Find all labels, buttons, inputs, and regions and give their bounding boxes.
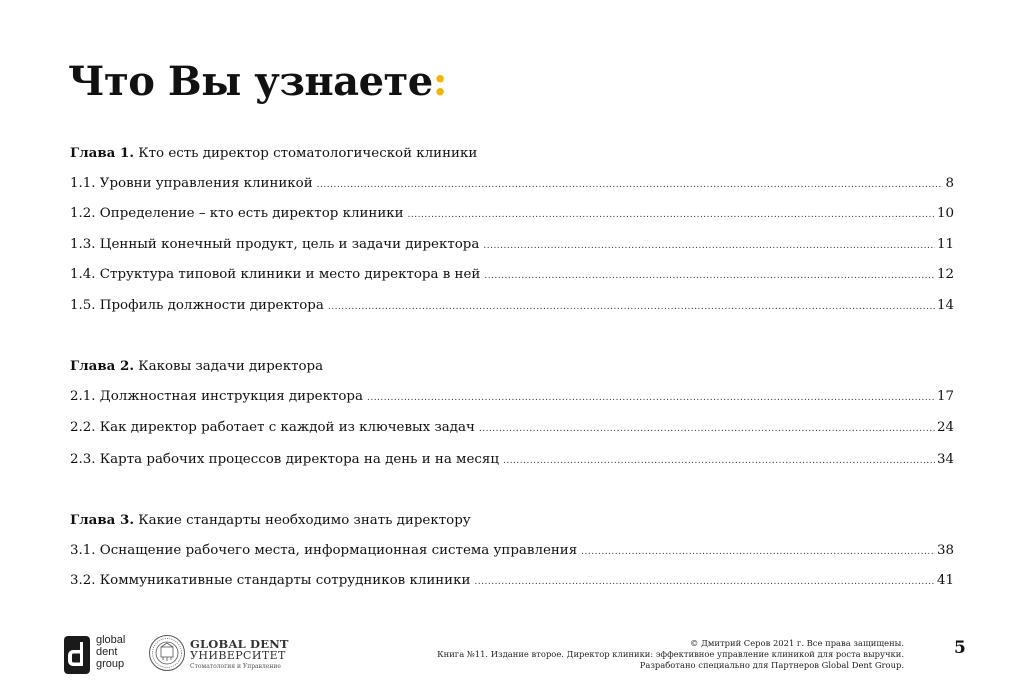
letter-d-logo-icon [64, 636, 90, 674]
university-seal-icon [148, 634, 186, 672]
dot-leader [484, 266, 935, 285]
copyright-notice [424, 638, 904, 671]
chapter-heading-2 [70, 357, 954, 376]
toc-entry-page: 17 [936, 389, 954, 404]
copyright-line: Разработано специально для Партнеров Global Dent Group. [639, 660, 904, 670]
toc-entry-2-2[interactable] [70, 419, 954, 437]
toc-entry-page: 11 [936, 237, 954, 252]
dot-leader [503, 451, 935, 470]
toc-entry-1-1[interactable] [70, 175, 954, 193]
dot-leader [479, 419, 935, 438]
toc-entry-label: 3.1. Оснащение рабочего места, информационная система управления [70, 543, 578, 558]
title-accent-colon: : [432, 58, 448, 105]
toc-entry-label: 3.2. Коммуникативные стандарты сотрудников клиники [70, 573, 471, 588]
toc-entry-page: 10 [936, 206, 954, 221]
dot-leader [328, 297, 935, 316]
toc-entry-label: 1.5. Профиль должности директора [70, 298, 324, 313]
toc-entry-label: 2.3. Карта рабочих процессов директора на день и на месяц [70, 452, 499, 467]
toc-entry-page: 38 [936, 543, 954, 558]
toc-entry-2-1[interactable] [70, 388, 954, 406]
chapter-name: Кто есть директор стоматологической клиники [138, 146, 478, 161]
university-logo-text [190, 638, 300, 671]
toc-entry-1-5[interactable] [70, 297, 954, 315]
toc-entry-label: 1.2. Определение – кто есть директор клиники [70, 206, 404, 221]
chapter-heading-3 [70, 511, 954, 530]
dot-leader [317, 175, 944, 194]
university-line-2: УНИВЕРСИТЕТ [190, 649, 286, 662]
dot-leader [474, 572, 935, 591]
toc-entry-3-2[interactable] [70, 572, 954, 590]
toc-entry-1-4[interactable] [70, 266, 954, 284]
gd-logo-line: dent [96, 646, 118, 658]
copyright-line: Книга №11. Издание второе. Директор клиники: эффективное управление клиникой для роста выручки. [437, 649, 904, 659]
toc-entry-page: 8 [945, 176, 954, 191]
toc-entry-label: 1.4. Структура типовой клиники и место директора в ней [70, 267, 481, 282]
chapter-label: Глава 3. [70, 512, 134, 528]
chapter-label: Глава 2. [70, 358, 134, 374]
toc-entry-1-2[interactable] [70, 205, 954, 223]
chapter-heading-1 [70, 144, 954, 163]
gd-logo-line: global [96, 634, 126, 646]
toc-entry-2-3[interactable] [70, 451, 954, 469]
toc-entry-page: 24 [936, 420, 954, 435]
toc-entry-page: 12 [936, 267, 954, 282]
page-title [68, 58, 447, 105]
page-number: 5 [954, 638, 966, 658]
toc-entry-3-1[interactable] [70, 542, 954, 560]
chapter-label: Глава 1. [70, 145, 134, 161]
toc-entry-page: 34 [936, 452, 954, 467]
gd-logo-line: group [96, 658, 125, 670]
dot-leader [483, 236, 935, 255]
gd-logo-wordmark [96, 634, 142, 670]
toc-entry-label: 1.1. Уровни управления клиникой [70, 176, 313, 191]
dot-leader [408, 205, 935, 224]
title-text: Что Вы узнаете [68, 58, 433, 105]
page-footer [0, 630, 1024, 690]
toc-entry-label: 1.3. Ценный конечный продукт, цель и задачи директора [70, 237, 480, 252]
copyright-line: © Дмитрий Серов 2021 г. Все права защищены. [690, 638, 904, 648]
university-tagline: Стоматология и Управление [190, 663, 281, 670]
toc-entry-label: 2.2. Как директор работает с каждой из ключевых задач [70, 420, 475, 435]
toc-entry-page: 14 [936, 298, 954, 313]
dot-leader [367, 388, 935, 407]
toc-entry-page: 41 [936, 573, 954, 588]
chapter-name: Какие стандарты необходимо знать директору [138, 513, 471, 528]
university-line-1: GLOBAL DENT [190, 637, 289, 651]
toc-entry-1-3[interactable] [70, 236, 954, 254]
dot-leader [581, 542, 935, 561]
toc-entry-label: 2.1. Должностная инструкция директора [70, 389, 363, 404]
chapter-name: Каковы задачи директора [138, 359, 324, 374]
